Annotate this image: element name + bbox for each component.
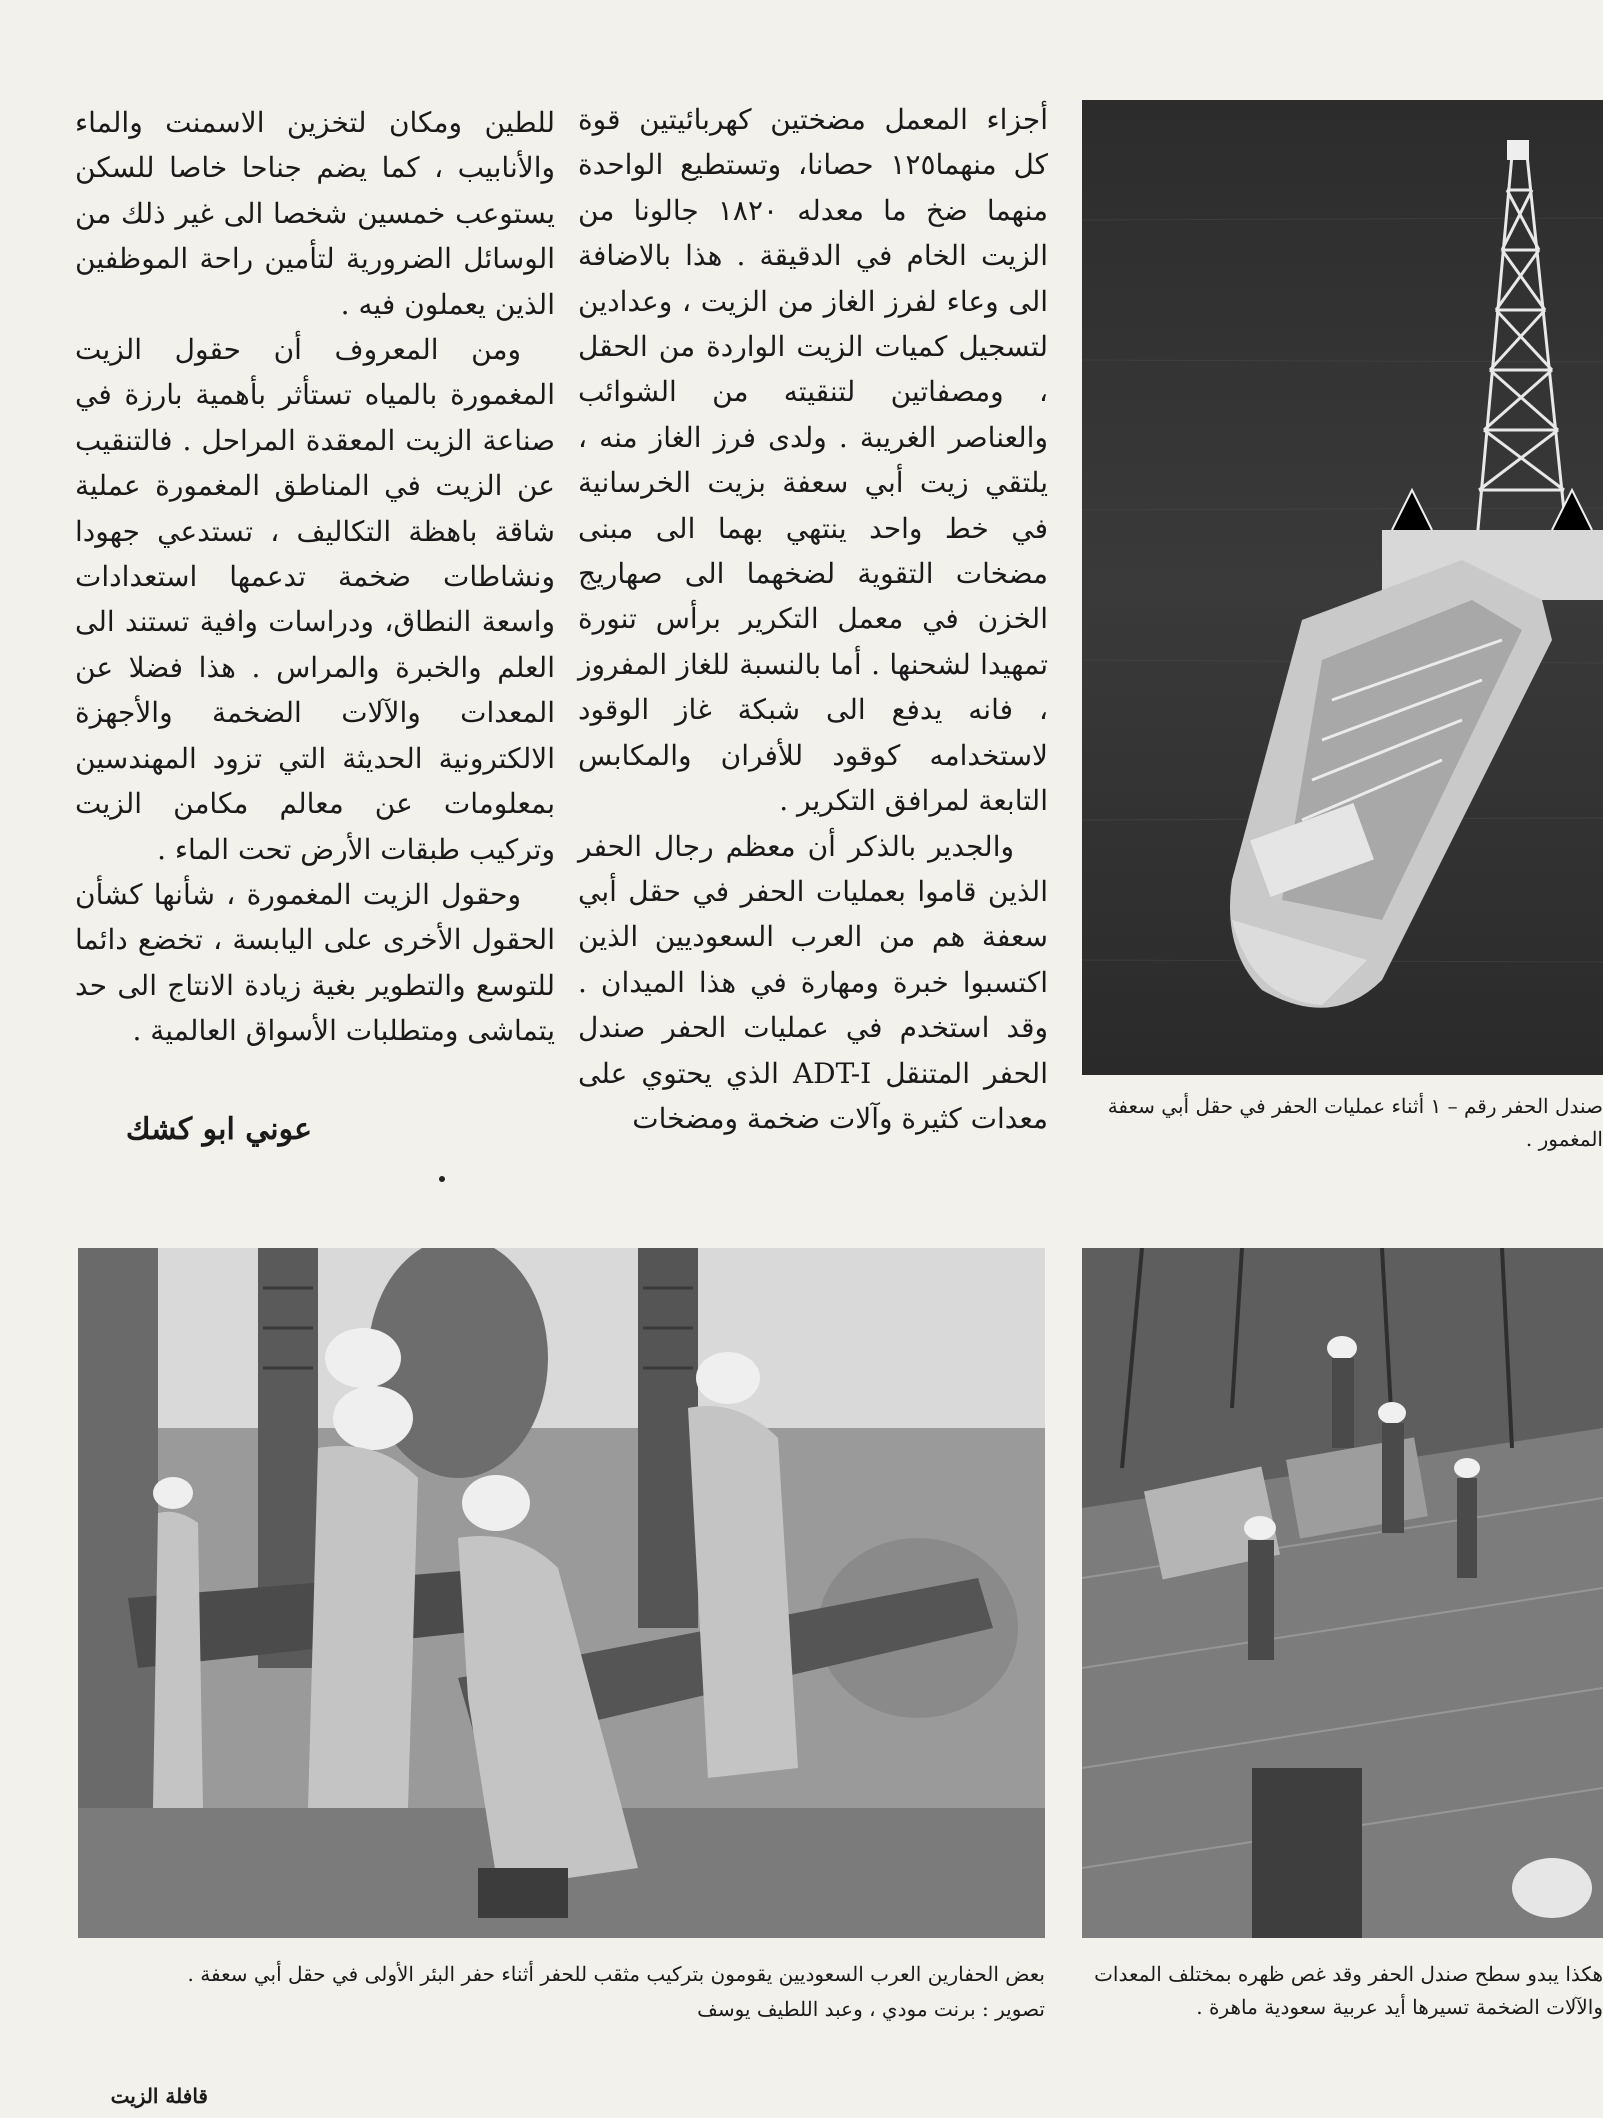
author-signature: عوني ابو كشك	[125, 1112, 312, 1147]
paragraph: وحقول الزيت المغمورة ، شأنها كشأن الحقول الأخرى على اليابسة ، تخضع دائما للتوسع والتطوير بغية زيادة الانتاج الى حد يتماشى ومتطلبات الأسواق العالمية .	[75, 877, 555, 1048]
photo-caption: صندل الحفر رقم – ١ أثناء عمليات الحفر في حقل أبي سعفة المغمور .	[1107, 1094, 1603, 1151]
barge-deck-photo	[1082, 1248, 1603, 1938]
drilling-barge-photo	[1082, 100, 1603, 1075]
magazine-footer: قافلة الزيت	[110, 2084, 208, 2108]
drilling-crew-photo	[78, 1248, 1045, 1938]
text-column-left	[75, 100, 555, 1054]
text-column-middle	[578, 97, 1048, 1141]
photo-credit: تصوير : برنت مودي ، وعبد اللطيف يوسف	[697, 1997, 1045, 2021]
paragraph: أجزاء المعمل مضختين كهربائيتين قوة كل منهما١٢٥ حصانا، وتستطيع الواحدة منهما ضخ ما معدله ١٨٢٠ جالونا من الزيت الخام في الدقيقة . هذا بالاضافة الى وعاء لفرز الغاز من الزيت ، وعدادين لتسجيل كميات الزيت الواردة من الحقل ، ومصفاتين لتنقيته من الشوائب والعناصر الغريبة . ولدى فرز الغاز منه ، يلتقي زيت أبي سعفة بزيت الخرسانية في خط واحد ينتهي بهما الى مبنى مضخات التقوية لضخهما الى صهاريج الخزن في معمل التكرير برأس تنورة تمهيدا لشحنها . أما بالنسبة للغاز المفروز ، فانه يدفع الى شبكة غاز الوقود لاستخدامه كوقود للأفران والمكابس التابعة لمرافق التكرير .	[578, 103, 1048, 818]
decorative-dot	[439, 1176, 445, 1182]
paragraph: للطين ومكان لتخزين الاسمنت والماء والأنابيب ، كما يضم جناحا خاصا للسكن يستوعب خمسين شخصا الى غير ذلك من الوسائل الضرورية لتأمين راحة الموظفين الذين يعملون فيه .	[75, 106, 555, 321]
paragraph: ومن المعروف أن حقول الزيت المغمورة بالمياه تستأثر بأهمية بارزة في صناعة الزيت المعقدة المراحل . فالتنقيب عن الزيت في المناطق المغمورة عملية شاقة باهظة التكاليف ، تستدعي جهودا ونشاطات ضخمة تدعمها استعدادات واسعة النطاق، ودراسات وافية تستند الى العلم والخبرة والمراس . هذا فضلا عن المعدات والآلات الضخمة والأجهزة الالكترونية الحديثة التي تزود المهندسين بمعلومات عن معالم مكامن الزيت وتركيب طبقات الأرض تحت الماء .	[75, 333, 555, 866]
photo-caption: هكذا يبدو سطح صندل الحفر وقد غص ظهره بمختلف المعدات والآلات الضخمة تسيرها أيد عربية سعودية ماهرة .	[1094, 1962, 1603, 2019]
paragraph: والجدير بالذكر أن معظم رجال الحفر الذين قاموا بعمليات الحفر في حقل أبي سعفة هم من العرب السعوديين الذين اكتسبوا خبرة ومهارة في هذا الميدان . وقد استخدم في عمليات الحفر صندل الحفر المتنقل ADT-I الذي يحتوي على معدات كثيرة وآلات ضخمة ومضخات	[578, 829, 1048, 1135]
photo-caption: بعض الحفارين العرب السعوديين يقومون بتركيب مثقب للحفر أثناء حفر البئر الأولى في حقل أبي سعفة .	[187, 1962, 1045, 1986]
